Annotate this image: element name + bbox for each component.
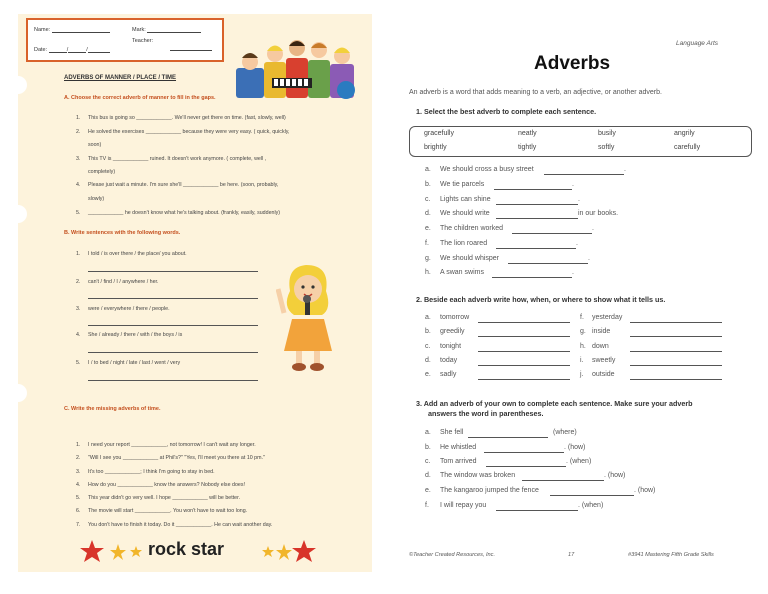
answer-blank[interactable]: [496, 204, 578, 205]
worksheet-left-page: [18, 14, 372, 572]
item-letter: f.: [580, 314, 584, 321]
item-letter: e.: [425, 371, 431, 378]
item-letter: g.: [580, 328, 586, 335]
q1-item-text: We tie parcels: [440, 181, 485, 188]
q3-item-hint: . (how): [634, 487, 656, 494]
section-b-item: She / already / there / with / the boys / is: [88, 332, 183, 338]
q3-item-hint: (where): [553, 429, 577, 436]
section-c-item: This year didn't go very well. I hope ____________ will be better.: [88, 495, 241, 501]
answer-blank[interactable]: [494, 189, 572, 190]
answer-blank[interactable]: [484, 452, 564, 453]
binder-hole: [9, 384, 27, 402]
item-letter: c.: [425, 458, 431, 465]
answer-blank[interactable]: [522, 480, 604, 481]
q3-item-text: Tom arrived: [440, 458, 477, 465]
mark-label: Mark:: [132, 27, 146, 33]
item-letter: e.: [425, 487, 431, 494]
answer-line[interactable]: [88, 325, 258, 326]
section-c-item: It's too ____________; I think I'm going to stay in bed.: [88, 469, 215, 475]
q2-adverb: yesterday: [592, 314, 623, 321]
q3-item-text: I will repay you: [440, 502, 487, 509]
question-3-prompt-continued: answers the word in parentheses.: [428, 409, 544, 418]
q2-adverb: tonight: [440, 343, 462, 350]
section-a-heading: A. Choose the correct adverb of manner to fill in the gaps.: [64, 95, 216, 101]
section-b-item-number: 5.: [76, 360, 81, 366]
section-a-item: slowly): [88, 196, 105, 202]
q1-item-text: A swan swims: [440, 269, 484, 276]
item-letter: g.: [425, 255, 431, 262]
word-bank-word: neatly: [518, 130, 537, 137]
q3-item-hint: . (when): [578, 502, 604, 509]
worksheet-title: ADVERBS OF MANNER / PLACE / TIME: [64, 75, 177, 81]
section-a-item: This TV is ____________ ruined. It doesn't work anymore. ( complete, well ,: [88, 156, 267, 162]
q1-item-end: .: [572, 269, 574, 276]
question-2-prompt: 2. Beside each adverb write how, when, or where to show what it tells us.: [416, 295, 666, 304]
answer-blank[interactable]: [496, 510, 578, 511]
q3-item-hint: . (when): [566, 458, 592, 465]
answer-blank[interactable]: [478, 379, 570, 380]
children-band-illustration: [228, 18, 363, 110]
q2-adverb: sadly: [440, 371, 457, 378]
answer-blank[interactable]: [492, 277, 572, 278]
answer-blank[interactable]: [468, 437, 548, 438]
word-bank-word: tightly: [518, 144, 537, 151]
q2-adverb: down: [592, 343, 609, 350]
star-icon: [276, 544, 292, 560]
answer-blank[interactable]: [496, 218, 578, 219]
section-c-item-number: 5.: [76, 495, 81, 501]
answer-blank[interactable]: [478, 336, 570, 337]
answer-blank[interactable]: [496, 248, 576, 249]
star-icon: [110, 544, 126, 560]
word-bank-word: carefully: [674, 144, 701, 151]
section-a-item-number: 5.: [76, 210, 81, 216]
page-number: 17: [568, 552, 575, 558]
q1-item-text: We should whisper: [440, 255, 500, 262]
word-bank-word: brightly: [424, 144, 447, 151]
item-letter: j.: [580, 371, 584, 378]
question-1-prompt: 1. Select the best adverb to complete each sentence.: [416, 107, 597, 116]
section-c-item-number: 3.: [76, 469, 81, 475]
q1-item-end: .: [578, 196, 580, 203]
answer-blank[interactable]: [550, 495, 634, 496]
item-letter: h.: [580, 343, 586, 350]
date-day-field[interactable]: [49, 46, 67, 53]
star-icon: [130, 546, 142, 557]
q3-item-text: The window was broken: [440, 472, 516, 479]
binder-hole: [9, 205, 27, 223]
item-letter: c.: [425, 196, 431, 203]
q2-adverb: inside: [592, 328, 611, 335]
section-c-item: How do you ____________ know the answers? Nobody else does!: [88, 482, 245, 488]
section-c-item-number: 2.: [76, 455, 81, 461]
item-letter: a.: [425, 314, 431, 321]
section-c-item-number: 6.: [76, 508, 81, 514]
singing-girl-illustration: [276, 259, 342, 374]
section-b-item: can't / find / I / anywhere / her.: [88, 279, 159, 285]
q2-adverb: tomorrow: [440, 314, 470, 321]
date-label: Date:: [34, 47, 48, 53]
section-c-item-number: 4.: [76, 482, 81, 488]
section-b-item: were / everywhere / there / people.: [88, 306, 170, 312]
answer-blank[interactable]: [512, 233, 592, 234]
teacher-label: Teacher:: [132, 38, 154, 44]
word-bank: [409, 126, 752, 157]
section-a-item: ____________ he doesn't know what he's talking about. (frankly, easily, suddenly): [88, 210, 281, 216]
q2-adverb: greedily: [440, 328, 465, 335]
item-letter: b.: [425, 181, 431, 188]
section-b-heading: B. Write sentences with the following words.: [64, 230, 181, 236]
q2-adverb: sweetly: [592, 357, 616, 364]
teacher-field[interactable]: [170, 44, 212, 51]
section-a-item-number: 4.: [76, 182, 81, 188]
item-letter: e.: [425, 225, 431, 232]
word-bank-word: gracefully: [424, 130, 454, 137]
q1-item-text: We should write: [440, 210, 490, 217]
section-c-item: You don't have to finish it today. Do it ____________. He can wait another day.: [88, 522, 273, 528]
name-label: Name:: [34, 27, 51, 33]
item-letter: a.: [425, 166, 431, 173]
item-letter: i.: [580, 357, 584, 364]
section-b-item-number: 4.: [76, 332, 81, 338]
star-icon: [262, 546, 274, 557]
answer-blank[interactable]: [486, 466, 566, 467]
q1-item-end: .: [576, 240, 578, 247]
definition-text: An adverb is a word that adds meaning to a verb, an adjective, or another adverb.: [409, 89, 662, 96]
section-a-item: He solved the exercises ____________ because they were very easy. ( quick, quickly,: [88, 129, 290, 135]
word-bank-word: angrily: [674, 130, 695, 137]
q3-item-hint: . (how): [564, 444, 586, 451]
section-c-item-number: 1.: [76, 442, 81, 448]
q3-item-text: He whistled: [440, 444, 477, 451]
q1-item-text: The lion roared: [440, 240, 488, 247]
answer-line[interactable]: [88, 352, 258, 353]
answer-line[interactable]: [88, 298, 258, 299]
section-c-item: The movie will start ____________. You won't have to wait too long.: [88, 508, 248, 514]
q3-item-text: She fell: [440, 429, 464, 436]
item-letter: c.: [425, 343, 431, 350]
answer-blank[interactable]: [478, 365, 570, 366]
item-letter: b.: [425, 444, 431, 451]
question-3-prompt: 3. Add an adverb of your own to complete each sentence. Make sure your adverb: [416, 399, 693, 408]
section-a-item-number: 3.: [76, 156, 81, 162]
star-icon: [292, 540, 316, 562]
item-letter: d.: [425, 357, 431, 364]
q3-item-hint: . (how): [604, 472, 626, 479]
page-title: Adverbs: [534, 53, 611, 74]
section-a-item: Please just wait a minute. I'm sure she'll ____________ be here. (soon, probably,: [88, 182, 279, 188]
book-title-footer: #3941 Mastering Fifth Grade Skills: [628, 552, 714, 558]
mark-field[interactable]: [147, 26, 201, 33]
date-month-field[interactable]: [68, 46, 86, 53]
word-bank-word: busily: [598, 130, 616, 137]
section-b-item-number: 2.: [76, 279, 81, 285]
section-a-item: soon): [88, 142, 102, 148]
section-c-heading: C. Write the missing adverbs of time.: [64, 406, 161, 412]
item-letter: a.: [425, 429, 431, 436]
answer-blank[interactable]: [630, 322, 722, 323]
q1-item-end: in our books.: [578, 210, 619, 217]
answer-blank[interactable]: [630, 351, 722, 352]
answer-blank[interactable]: [630, 365, 722, 366]
q2-adverb: outside: [592, 371, 615, 378]
section-c-item-number: 7.: [76, 522, 81, 528]
section-b-item: I / to bed / night / late / last / went / very: [88, 360, 181, 366]
section-b-item-number: 1.: [76, 251, 81, 257]
word-bank-word: softly: [598, 144, 615, 151]
section-b-item-number: 3.: [76, 306, 81, 312]
q1-item-text: The children worked: [440, 225, 504, 232]
item-letter: d.: [425, 472, 431, 479]
q3-item-text: The kangaroo jumped the fence: [440, 487, 539, 494]
q1-item-end: .: [592, 225, 594, 232]
subject-label: Language Arts: [676, 40, 719, 47]
section-a-item: This bus is going so ____________. We'll never get there on time. (fast, slowly, well): [88, 115, 286, 121]
section-a-item-number: 2.: [76, 129, 81, 135]
answer-line[interactable]: [88, 271, 258, 272]
q1-item-text: Lights can shine: [440, 196, 491, 203]
section-a-item-number: 1.: [76, 115, 81, 121]
q1-item-end: .: [588, 255, 590, 262]
section-b-item: I told / is over there / the place/ you about.: [88, 251, 187, 257]
item-letter: f.: [425, 502, 429, 509]
item-letter: f.: [425, 240, 429, 247]
answer-blank[interactable]: [478, 351, 570, 352]
item-letter: d.: [425, 210, 431, 217]
q1-item-end: .: [624, 166, 626, 173]
q1-item-end: .: [572, 181, 574, 188]
answer-blank[interactable]: [544, 174, 624, 175]
q2-adverb: today: [440, 357, 458, 364]
answer-blank[interactable]: [508, 263, 588, 264]
student-info-box: Name: Mark: Teacher: Date: / /: [26, 18, 224, 62]
item-letter: h.: [425, 269, 431, 276]
answer-blank[interactable]: [478, 322, 570, 323]
name-field[interactable]: [52, 26, 110, 33]
item-letter: b.: [425, 328, 431, 335]
star-icon: [80, 540, 104, 562]
section-a-item: completely): [88, 169, 116, 175]
q1-item-text: We should cross a busy street: [440, 166, 534, 173]
section-c-item: I need your report ____________, not tomorrow! I can't wait any longer.: [88, 442, 256, 448]
answer-line[interactable]: [88, 380, 258, 381]
binder-hole: [9, 76, 27, 94]
date-year-field[interactable]: [88, 46, 110, 53]
rock-star-logo: rock star: [148, 539, 225, 559]
answer-blank[interactable]: [630, 379, 722, 380]
section-c-item: "Will I see you ____________ at Phil's?" "Yes, I'll meet you there at 10 pm.": [88, 455, 265, 461]
copyright-footer: ©Teacher Created Resources, Inc.: [409, 552, 495, 558]
answer-blank[interactable]: [630, 336, 722, 337]
